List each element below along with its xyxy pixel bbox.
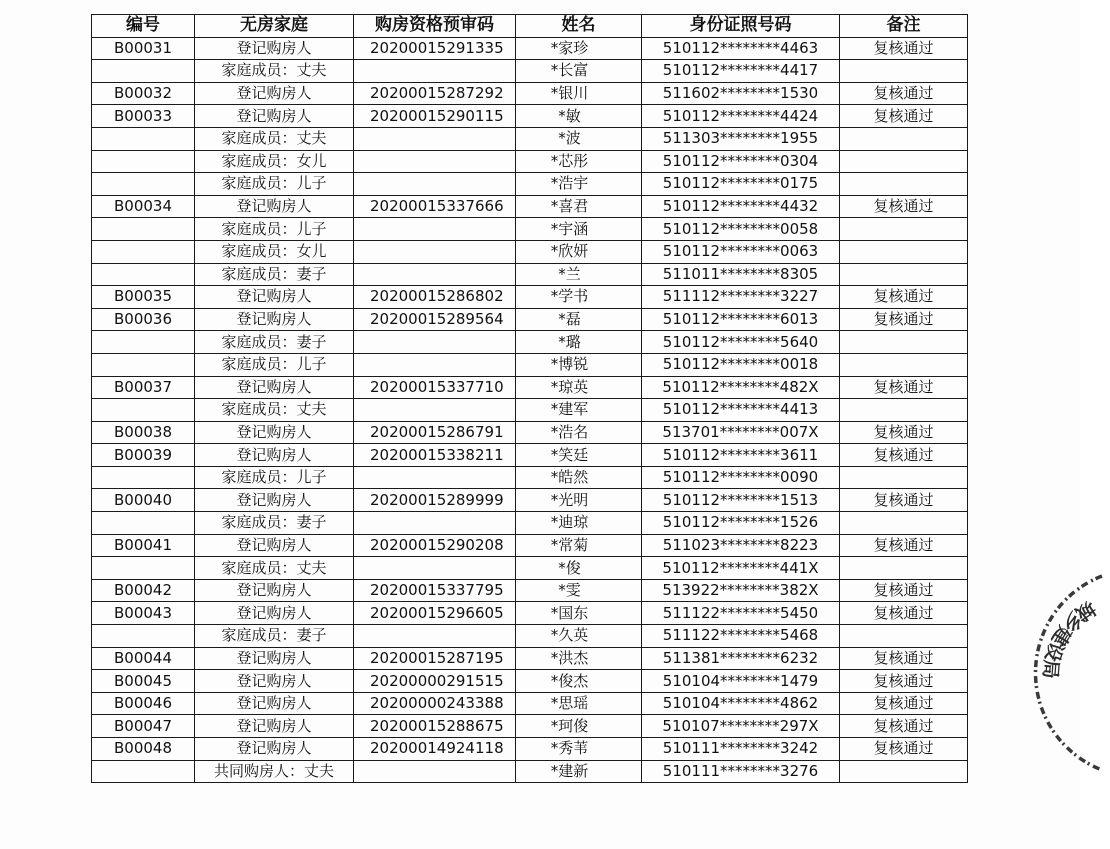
cell-number: B00044 (92, 647, 195, 670)
cell-name: *俊杰 (516, 670, 642, 693)
table-row (92, 647, 968, 670)
table-row (92, 286, 968, 309)
cell-number (92, 512, 195, 535)
cell-id-number: 513922********382X (642, 579, 840, 602)
cell-prequalification-code (354, 557, 516, 580)
table-row (92, 602, 968, 625)
cell-name: *珂俊 (516, 715, 642, 738)
cell-id-number: 511122********5450 (642, 602, 840, 625)
cell-family-role: 家庭成员：儿子 (195, 466, 354, 489)
table-row (92, 512, 968, 535)
cell-id-number: 510112********1513 (642, 489, 840, 512)
cell-number: B00038 (92, 421, 195, 444)
cell-name: *秀苇 (516, 738, 642, 761)
cell-prequalification-code: 20200015286791 (354, 421, 516, 444)
cell-family-role: 登记购房人 (195, 647, 354, 670)
cell-remark: 复核通过 (840, 489, 968, 512)
cell-id-number: 510112********441X (642, 557, 840, 580)
table-row (92, 738, 968, 761)
cell-prequalification-code (354, 512, 516, 535)
cell-prequalification-code (354, 331, 516, 354)
table-row (92, 444, 968, 467)
cell-family-role: 登记购房人 (195, 195, 354, 218)
cell-prequalification-code (354, 240, 516, 263)
cell-prequalification-code: 20200015288675 (354, 715, 516, 738)
cell-number (92, 331, 195, 354)
cell-name: *常菊 (516, 534, 642, 557)
cell-name: *建军 (516, 399, 642, 422)
cell-family-role: 家庭成员：女儿 (195, 240, 354, 263)
cell-remark (840, 240, 968, 263)
cell-name: *琼英 (516, 376, 642, 399)
cell-remark: 复核通过 (840, 286, 968, 309)
table-row (92, 489, 968, 512)
cell-number (92, 218, 195, 241)
cell-remark (840, 625, 968, 648)
cell-prequalification-code: 20200015291335 (354, 37, 516, 60)
cell-number: B00047 (92, 715, 195, 738)
cell-number: B00046 (92, 692, 195, 715)
cell-family-role: 家庭成员：妻子 (195, 263, 354, 286)
cell-number (92, 760, 195, 783)
cell-id-number: 511023********8223 (642, 534, 840, 557)
cell-family-role: 家庭成员：妻子 (195, 512, 354, 535)
cell-number: B00039 (92, 444, 195, 467)
cell-family-role: 共同购房人：丈夫 (195, 760, 354, 783)
cell-prequalification-code: 20200015337710 (354, 376, 516, 399)
cell-prequalification-code: 20200015286802 (354, 286, 516, 309)
cell-prequalification-code: 20200014924118 (354, 738, 516, 761)
cell-family-role: 登记购房人 (195, 37, 354, 60)
cell-id-number: 510112********1526 (642, 512, 840, 535)
cell-number: B00040 (92, 489, 195, 512)
seal-graphic (990, 568, 1110, 778)
cell-prequalification-code: 20200000291515 (354, 670, 516, 693)
official-seal (990, 568, 1110, 778)
cell-prequalification-code: 20200015337666 (354, 195, 516, 218)
table-row (92, 37, 968, 60)
table-row (92, 399, 968, 422)
cell-family-role: 家庭成员：妻子 (195, 331, 354, 354)
cell-family-role: 家庭成员：儿子 (195, 218, 354, 241)
cell-id-number: 510111********3242 (642, 738, 840, 761)
cell-remark: 复核通过 (840, 308, 968, 331)
table-row (92, 466, 968, 489)
table-row (92, 557, 968, 580)
cell-prequalification-code (354, 353, 516, 376)
cell-family-role: 登记购房人 (195, 670, 354, 693)
cell-name: *磊 (516, 308, 642, 331)
cell-name: *洪杰 (516, 647, 642, 670)
cell-remark: 复核通过 (840, 105, 968, 128)
cell-number (92, 173, 195, 196)
cell-remark: 复核通过 (840, 195, 968, 218)
cell-family-role: 登记购房人 (195, 105, 354, 128)
table-row (92, 127, 968, 150)
cell-remark (840, 127, 968, 150)
cell-family-role: 家庭成员：丈夫 (195, 60, 354, 83)
cell-family-role: 登记购房人 (195, 534, 354, 557)
cell-remark (840, 512, 968, 535)
table-row (92, 534, 968, 557)
cell-name: *久英 (516, 625, 642, 648)
cell-prequalification-code (354, 625, 516, 648)
cell-id-number: 510112********3611 (642, 444, 840, 467)
cell-family-role: 家庭成员：丈夫 (195, 399, 354, 422)
cell-remark: 复核通过 (840, 715, 968, 738)
cell-name: *芯彤 (516, 150, 642, 173)
header-remark: 备注 (840, 15, 968, 38)
cell-family-role: 家庭成员：丈夫 (195, 557, 354, 580)
cell-number: B00048 (92, 738, 195, 761)
cell-id-number: 511602********1530 (642, 82, 840, 105)
cell-number: B00041 (92, 534, 195, 557)
cell-id-number: 510104********4862 (642, 692, 840, 715)
table-row (92, 692, 968, 715)
cell-name: *欣妍 (516, 240, 642, 263)
cell-prequalification-code (354, 60, 516, 83)
table-row (92, 670, 968, 693)
cell-number: B00032 (92, 82, 195, 105)
cell-family-role: 家庭成员：女儿 (195, 150, 354, 173)
cell-name: *迪琼 (516, 512, 642, 535)
table-row (92, 760, 968, 783)
table-row (92, 376, 968, 399)
cell-number (92, 150, 195, 173)
cell-id-number: 510111********3276 (642, 760, 840, 783)
cell-prequalification-code (354, 399, 516, 422)
cell-number: B00036 (92, 308, 195, 331)
cell-id-number: 510112********0063 (642, 240, 840, 263)
cell-prequalification-code (354, 150, 516, 173)
cell-id-number: 510112********5640 (642, 331, 840, 354)
cell-id-number: 511381********6232 (642, 647, 840, 670)
cell-remark: 复核通过 (840, 376, 968, 399)
cell-family-role: 登记购房人 (195, 421, 354, 444)
table-row (92, 308, 968, 331)
cell-remark (840, 60, 968, 83)
cell-number (92, 399, 195, 422)
table-row (92, 195, 968, 218)
header-prequalification-code: 购房资格预审码 (354, 15, 516, 38)
housing-qualification-table (91, 14, 968, 783)
cell-remark (840, 399, 968, 422)
cell-family-role: 登记购房人 (195, 82, 354, 105)
cell-prequalification-code: 20200015287292 (354, 82, 516, 105)
table-row (92, 715, 968, 738)
cell-remark: 复核通过 (840, 738, 968, 761)
cell-prequalification-code: 20200015337795 (354, 579, 516, 602)
cell-name: *璐 (516, 331, 642, 354)
cell-remark (840, 150, 968, 173)
cell-family-role: 登记购房人 (195, 308, 354, 331)
cell-number (92, 127, 195, 150)
cell-id-number: 511122********5468 (642, 625, 840, 648)
table-row (92, 353, 968, 376)
cell-name: *宇涵 (516, 218, 642, 241)
table-row (92, 263, 968, 286)
cell-number (92, 625, 195, 648)
cell-number (92, 263, 195, 286)
cell-remark (840, 263, 968, 286)
cell-remark (840, 466, 968, 489)
table-row (92, 240, 968, 263)
cell-name: *博锐 (516, 353, 642, 376)
cell-number: B00033 (92, 105, 195, 128)
cell-remark: 复核通过 (840, 647, 968, 670)
cell-name: *思瑶 (516, 692, 642, 715)
header-number: 编号 (92, 15, 195, 38)
cell-prequalification-code (354, 466, 516, 489)
table-row (92, 173, 968, 196)
table-row (92, 150, 968, 173)
cell-id-number: 510112********6013 (642, 308, 840, 331)
cell-number: B00035 (92, 286, 195, 309)
cell-id-number: 510107********297X (642, 715, 840, 738)
table-header-row (92, 15, 968, 38)
cell-name: *俊 (516, 557, 642, 580)
cell-prequalification-code: 20200015287195 (354, 647, 516, 670)
table-row (92, 579, 968, 602)
cell-family-role: 家庭成员：儿子 (195, 173, 354, 196)
cell-id-number: 510112********0304 (642, 150, 840, 173)
cell-prequalification-code: 20200015296605 (354, 602, 516, 625)
cell-name: *皓然 (516, 466, 642, 489)
cell-remark: 复核通过 (840, 421, 968, 444)
cell-remark (840, 760, 968, 783)
cell-name: *银川 (516, 82, 642, 105)
cell-prequalification-code (354, 173, 516, 196)
cell-id-number: 510112********0175 (642, 173, 840, 196)
cell-family-role: 登记购房人 (195, 286, 354, 309)
cell-number (92, 353, 195, 376)
cell-remark: 复核通过 (840, 444, 968, 467)
cell-family-role: 登记购房人 (195, 692, 354, 715)
cell-number: B00034 (92, 195, 195, 218)
table-row (92, 218, 968, 241)
cell-name: *家珍 (516, 37, 642, 60)
cell-remark: 复核通过 (840, 534, 968, 557)
cell-remark (840, 353, 968, 376)
table-row (92, 60, 968, 83)
cell-number: B00042 (92, 579, 195, 602)
cell-remark (840, 557, 968, 580)
cell-family-role: 登记购房人 (195, 715, 354, 738)
cell-id-number: 510112********482X (642, 376, 840, 399)
table-row (92, 625, 968, 648)
cell-remark: 复核通过 (840, 579, 968, 602)
cell-number (92, 557, 195, 580)
table-row (92, 421, 968, 444)
cell-remark: 复核通过 (840, 602, 968, 625)
cell-prequalification-code: 20200015290208 (354, 534, 516, 557)
seal-text: 城乡建设局 (1038, 596, 1100, 680)
cell-name: *雯 (516, 579, 642, 602)
cell-number (92, 466, 195, 489)
cell-id-number: 510112********4413 (642, 399, 840, 422)
cell-id-number: 510112********4417 (642, 60, 840, 83)
cell-number (92, 60, 195, 83)
header-id-number: 身份证照号码 (642, 15, 840, 38)
cell-id-number: 510104********1479 (642, 670, 840, 693)
cell-family-role: 登记购房人 (195, 376, 354, 399)
cell-remark: 复核通过 (840, 37, 968, 60)
cell-id-number: 510112********0058 (642, 218, 840, 241)
table-row (92, 82, 968, 105)
cell-number: B00045 (92, 670, 195, 693)
cell-number: B00043 (92, 602, 195, 625)
cell-name: *敏 (516, 105, 642, 128)
cell-id-number: 510112********0090 (642, 466, 840, 489)
cell-prequalification-code: 20200015338211 (354, 444, 516, 467)
cell-remark (840, 173, 968, 196)
table-body (92, 37, 968, 783)
cell-family-role: 家庭成员：儿子 (195, 353, 354, 376)
table-row (92, 105, 968, 128)
cell-number: B00037 (92, 376, 195, 399)
cell-name: *光明 (516, 489, 642, 512)
cell-prequalification-code: 20200015290115 (354, 105, 516, 128)
cell-id-number: 510112********4463 (642, 37, 840, 60)
cell-name: *建新 (516, 760, 642, 783)
cell-prequalification-code: 20200015289564 (354, 308, 516, 331)
cell-family-role: 家庭成员：丈夫 (195, 127, 354, 150)
cell-id-number: 510112********4424 (642, 105, 840, 128)
cell-prequalification-code (354, 263, 516, 286)
cell-family-role: 登记购房人 (195, 489, 354, 512)
cell-prequalification-code (354, 127, 516, 150)
cell-prequalification-code: 20200015289999 (354, 489, 516, 512)
header-no-house-family: 无房家庭 (195, 15, 354, 38)
cell-name: *浩宇 (516, 173, 642, 196)
cell-remark: 复核通过 (840, 670, 968, 693)
cell-name: *长富 (516, 60, 642, 83)
cell-remark: 复核通过 (840, 692, 968, 715)
cell-family-role: 登记购房人 (195, 738, 354, 761)
cell-id-number: 513701********007X (642, 421, 840, 444)
cell-family-role: 家庭成员：妻子 (195, 625, 354, 648)
cell-name: *学书 (516, 286, 642, 309)
cell-name: *浩名 (516, 421, 642, 444)
cell-number (92, 240, 195, 263)
header-name: 姓名 (516, 15, 642, 38)
cell-remark: 复核通过 (840, 82, 968, 105)
cell-remark (840, 218, 968, 241)
cell-id-number: 511011********8305 (642, 263, 840, 286)
cell-name: *波 (516, 127, 642, 150)
cell-family-role: 登记购房人 (195, 602, 354, 625)
cell-prequalification-code (354, 218, 516, 241)
cell-id-number: 510112********0018 (642, 353, 840, 376)
cell-id-number: 510112********4432 (642, 195, 840, 218)
cell-id-number: 511112********3227 (642, 286, 840, 309)
cell-remark (840, 331, 968, 354)
cell-id-number: 511303********1955 (642, 127, 840, 150)
cell-name: *笑廷 (516, 444, 642, 467)
cell-prequalification-code: 20200000243388 (354, 692, 516, 715)
cell-prequalification-code (354, 760, 516, 783)
cell-family-role: 登记购房人 (195, 444, 354, 467)
table-row (92, 331, 968, 354)
cell-family-role: 登记购房人 (195, 579, 354, 602)
cell-name: *国东 (516, 602, 642, 625)
cell-name: *兰 (516, 263, 642, 286)
cell-name: *喜君 (516, 195, 642, 218)
cell-number: B00031 (92, 37, 195, 60)
